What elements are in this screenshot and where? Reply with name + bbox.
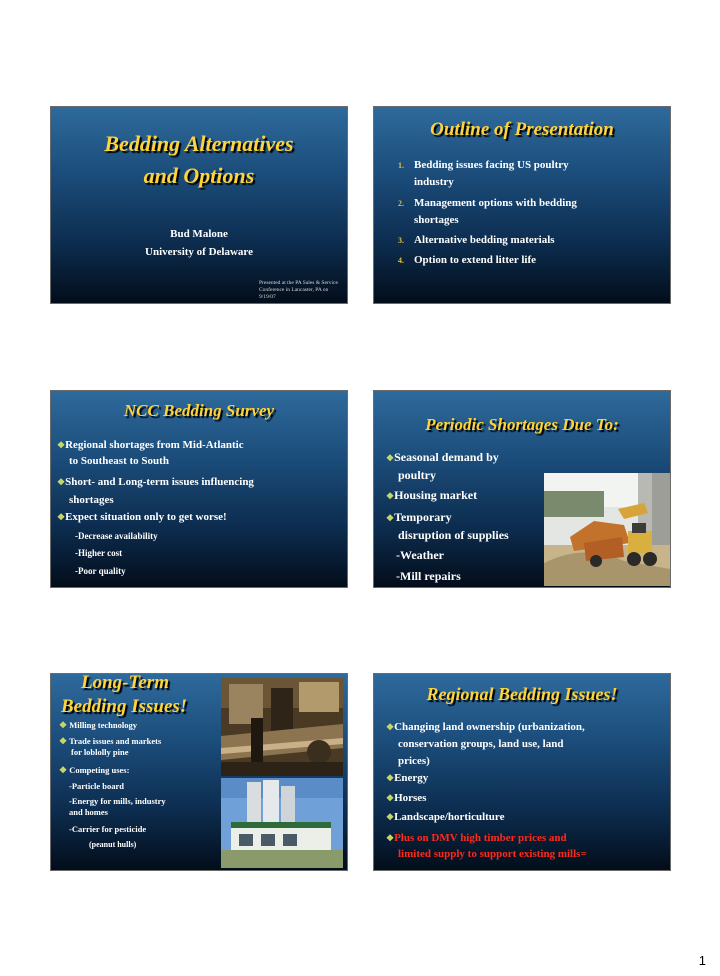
page-number: 1 [698,953,706,968]
mill-building-photo [221,778,343,868]
bullet-text: Milling technology [69,720,137,730]
item-number: 4. [398,256,404,265]
slide-title: Outline of Presentation [430,119,614,140]
slide-title: Regional Bedding Issues! [426,684,618,704]
sub-bullet: -Mill repairs [396,569,461,583]
bullet-text: to Southeast to South [69,455,169,467]
bullet-3 [59,765,129,776]
bullet-3 [57,511,227,523]
diamond-bullet-icon: ❖ [386,812,395,822]
bullet-2 [386,772,428,784]
outline-item-1 [398,157,569,191]
diamond-bullet-icon: ❖ [386,833,395,843]
bullet-2 [386,488,477,503]
bullet-text: Short- and Long-term issues influencing [65,476,254,488]
diamond-bullet-icon: ❖ [59,736,68,746]
sub-bullet [69,796,166,818]
slide-2 [373,106,671,304]
diamond-bullet-icon: ❖ [386,773,395,783]
item-text: Bedding issues facing US poultry [414,159,569,171]
diamond-bullet-icon: ❖ [57,512,66,522]
bullet-1 [386,449,499,484]
item-number: 2. [398,199,404,208]
bullet-4 [386,811,505,823]
diamond-bullet-icon: ❖ [386,722,395,732]
slide-5 [50,673,348,871]
outline-item-3 [398,234,555,246]
slide-title: Periodic Shortages Due To: [425,415,619,434]
slide-title-line1: Long-Term [81,673,169,693]
sub-bullet: -Particle board [69,781,124,791]
bullet-text: shortages [69,494,114,506]
diamond-bullet-icon: ❖ [386,453,395,463]
bullet-text: conservation groups, land use, land [398,738,564,750]
bullet-2 [57,473,254,509]
affiliation: University of Delaware [145,246,253,258]
bullet-text: Energy [394,772,429,784]
bullet-5-highlight [386,830,587,862]
bullet-1 [59,720,137,731]
note-line: Presented at the PA Sales & Service [259,280,338,286]
slide-4 [373,390,671,588]
item-text: Alternative bedding materials [414,234,555,246]
bullet-text: Trade issues and markets [69,736,162,746]
item-text: industry [414,176,454,188]
author-name: Bud Malone [170,228,228,240]
diamond-bullet-icon: ❖ [386,491,395,501]
slide-1 [50,106,348,304]
slide-title-line2: and Options [143,163,255,188]
sub-bullet: -Poor quality [75,566,126,576]
note-line: Conference in Lancaster, PA on [259,287,329,293]
bullet-text: Changing land ownership (urbanization, [394,721,585,733]
bullet-text: Temporary [394,510,452,524]
bullet-text: prices) [398,755,430,767]
item-text: Option to extend litter life [414,254,536,266]
presentation-note [259,280,338,301]
sub-bullet: -Decrease availability [75,531,158,541]
note-line: 9/19/07 [259,294,276,300]
bullet-text: for loblolly pine [71,747,129,757]
bullet-text: Expect situation only to get worse! [65,511,227,523]
bullet-3 [386,509,509,544]
diamond-bullet-icon: ❖ [57,440,66,450]
bullet-1 [386,719,585,770]
bullet-text: Landscape/horticulture [394,811,505,823]
diamond-bullet-icon: ❖ [386,793,395,803]
bullet-text: poultry [398,468,437,482]
sub-bullet-text: -Energy for mills, industry [69,796,166,806]
slide-title: NCC Bedding Survey [123,401,275,420]
bullet-text: Regional shortages from Mid-Atlantic [65,439,244,451]
bullet-text: Competing uses: [69,765,130,775]
sub-bullet-text: and homes [69,807,108,817]
bullet-text: Seasonal demand by [394,450,499,464]
bullet-text: Horses [394,792,427,804]
bullet-3 [386,792,426,804]
outline-item-2 [398,195,577,229]
diamond-bullet-icon: ❖ [59,765,68,775]
bullet-text: Housing market [394,488,478,502]
bullet-text: Plus on DMV high timber prices and [394,832,567,844]
diamond-bullet-icon: ❖ [386,513,395,523]
sub-bullet: (peanut hulls) [89,840,137,849]
outline-item-4 [398,254,536,266]
sub-bullet: -Weather [396,548,444,562]
slide-title-line1: Bedding Alternatives [104,131,294,156]
item-text: Management options with bedding [414,197,577,209]
sub-bullet: -Higher cost [75,548,123,558]
item-number: 1. [398,161,404,170]
slide-3 [50,390,348,588]
bullet-1 [57,437,244,469]
slide-6 [373,673,671,871]
bullet-text: disruption of supplies [398,528,509,542]
diamond-bullet-icon: ❖ [59,720,68,730]
bulldozer-loader-photo [544,473,670,586]
item-number: 3. [398,236,404,245]
slide-title-line2: Bedding Issues! [61,696,188,717]
bullet-2 [59,736,161,758]
sawmill-machinery-photo [221,678,343,776]
diamond-bullet-icon: ❖ [57,477,66,487]
sub-bullet: -Carrier for pesticide [69,824,147,834]
item-text: shortages [414,214,459,226]
bullet-text: limited supply to support existing mills= [398,848,587,860]
